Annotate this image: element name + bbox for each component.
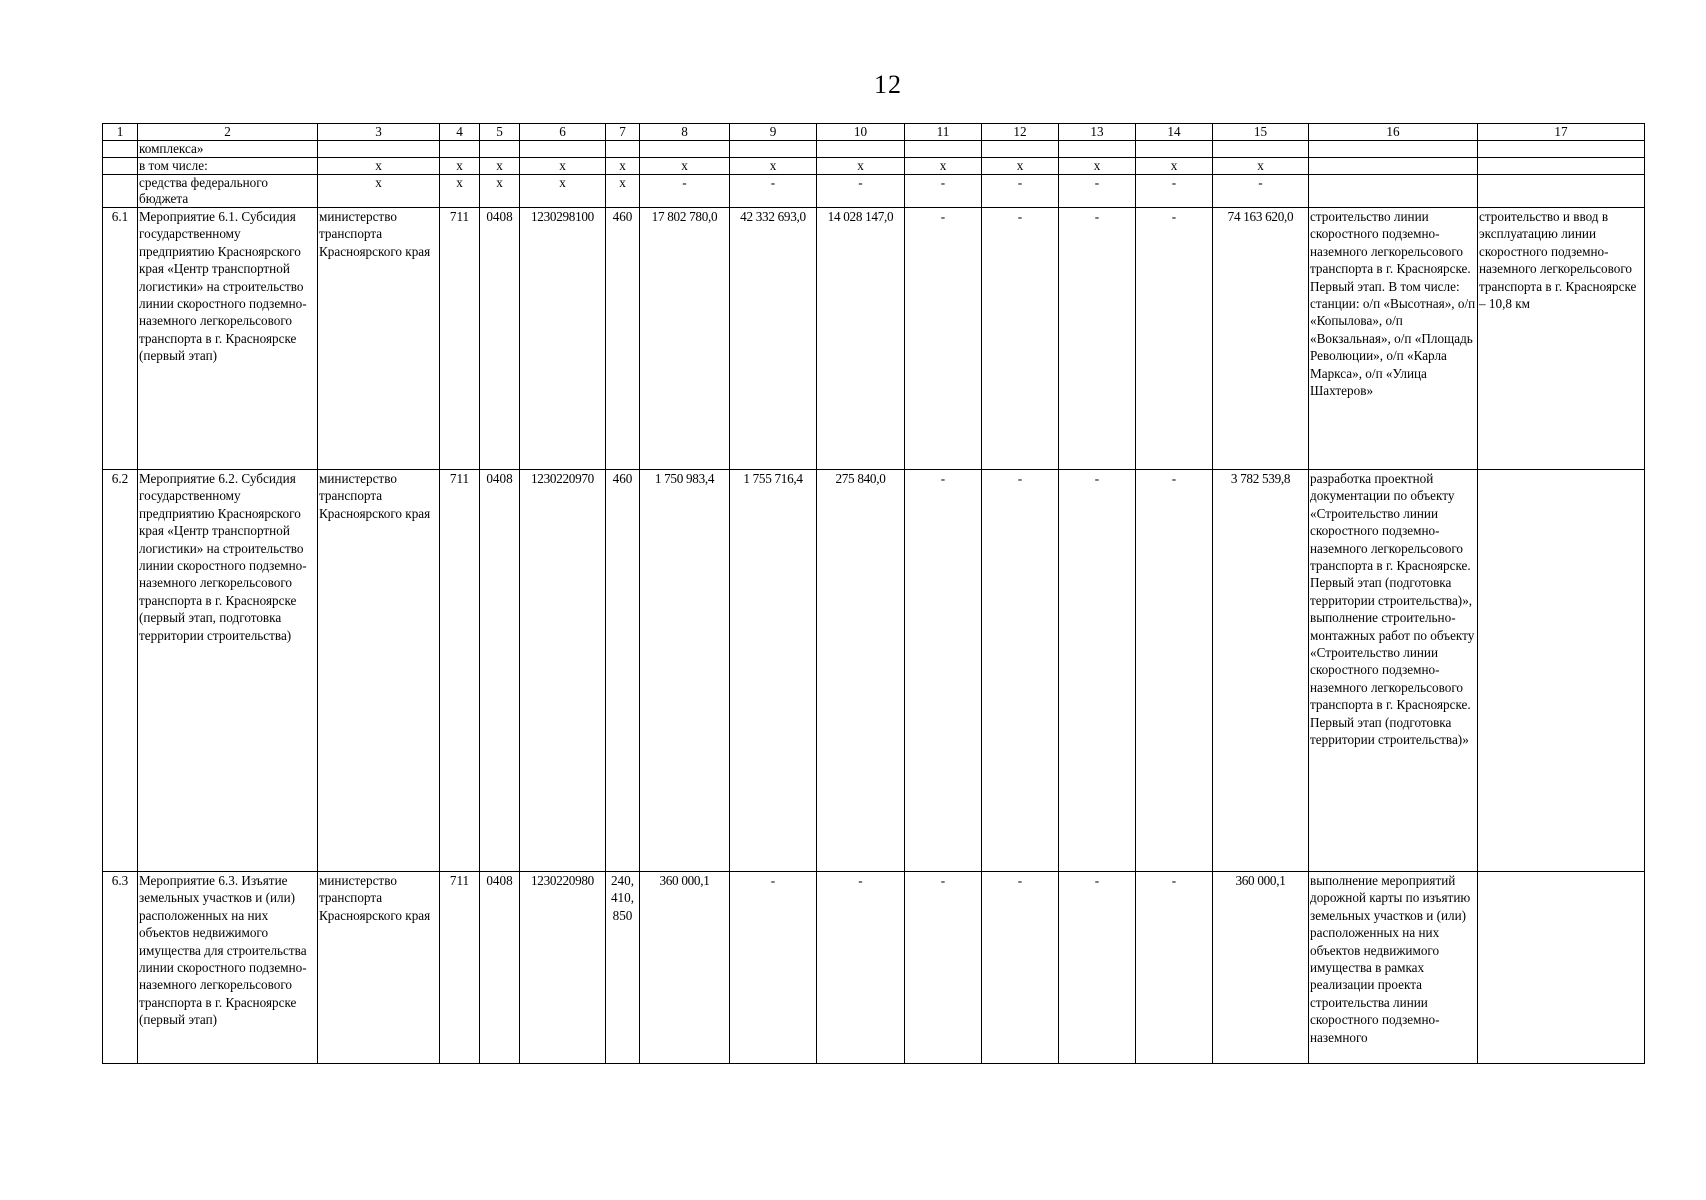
row-executor: х [318,158,440,175]
row-csr: х [520,158,606,175]
row-value-8: 1 750 983,4 [640,470,730,872]
column-number: 12 [982,124,1059,141]
row-vr [606,141,640,158]
row-value-13: - [1059,175,1136,208]
row-indicator [1478,470,1645,872]
row-value-14: - [1136,872,1213,1064]
row-name: комплекса» [138,141,318,158]
row-value-13 [1059,141,1136,158]
row-value-8: 17 802 780,0 [640,208,730,470]
column-number: 7 [606,124,640,141]
row-number: 6.2 [103,470,138,872]
row-result: строительство линии скоростного подземно-наземного легкорельсового транспорта в г. Красноярске. Первый этап. В том числе: станции: о/п «Высотная», о/п «Копылова», о/п «Вокзальная», о/п «Площадь Революции», о/п «Карла Маркса», о/п «Улица Шахтеров» [1309,208,1478,470]
row-rzpr: х [480,158,520,175]
row-grbs: 711 [440,208,480,470]
row-executor [318,141,440,158]
row-executor: министерство транспорта Красноярского края [318,470,440,872]
row-number [103,141,138,158]
row-value-15: 3 782 539,8 [1213,470,1309,872]
row-indicator [1478,141,1645,158]
row-result [1309,158,1478,175]
row-value-12: х [982,158,1059,175]
column-number: 13 [1059,124,1136,141]
row-indicator [1478,175,1645,208]
row-value-9: 42 332 693,0 [730,208,817,470]
row-value-11: - [905,208,982,470]
row-executor: министерство транспорта Красноярского края [318,872,440,1064]
column-number: 4 [440,124,480,141]
row-value-9: - [730,872,817,1064]
row-value-10: 275 840,0 [817,470,905,872]
column-number: 6 [520,124,606,141]
row-value-13: - [1059,470,1136,872]
row-value-12: - [982,208,1059,470]
column-number: 11 [905,124,982,141]
column-number: 16 [1309,124,1478,141]
column-number: 2 [138,124,318,141]
table-row [103,208,1645,470]
row-name: Мероприятие 6.1. Субсидия государственному предприятию Красноярского края «Центр транспортной логистики» на строительство линии скоростного подземно-наземного легкорельсового транспорта в г. Красноярске (первый этап) [138,208,318,470]
row-value-15: х [1213,158,1309,175]
row-indicator [1478,158,1645,175]
row-grbs: 711 [440,470,480,872]
row-value-13: х [1059,158,1136,175]
row-value-9: - [730,175,817,208]
row-value-8: 360 000,1 [640,872,730,1064]
row-value-11: х [905,158,982,175]
page-number: 12 [874,70,902,99]
column-number: 5 [480,124,520,141]
row-value-11: - [905,175,982,208]
row-number: 6.3 [103,872,138,1064]
row-value-14: - [1136,208,1213,470]
row-rzpr: 0408 [480,470,520,872]
column-number: 17 [1478,124,1645,141]
row-rzpr [480,141,520,158]
row-csr: 1230298100 [520,208,606,470]
row-value-12: - [982,470,1059,872]
row-value-8: х [640,158,730,175]
row-value-10 [817,141,905,158]
row-rzpr: 0408 [480,208,520,470]
row-value-14 [1136,141,1213,158]
row-result: выполнение мероприятий дорожной карты по изъятию земельных участков и (или) расположенных на них объектов недвижимого имущества в рамках реализации проекта строительства линии скоростного подземно-наземного [1309,872,1478,1064]
row-value-10: 14 028 147,0 [817,208,905,470]
row-value-11: - [905,470,982,872]
row-value-10: х [817,158,905,175]
row-value-12 [982,141,1059,158]
row-value-10: - [817,872,905,1064]
row-value-11: - [905,872,982,1064]
row-value-10: - [817,175,905,208]
row-csr: х [520,175,606,208]
row-name: в том числе: [138,158,318,175]
row-value-8 [640,141,730,158]
row-vr: 460 [606,470,640,872]
table-row [103,872,1645,1064]
row-number: 6.1 [103,208,138,470]
column-number-row [103,124,1645,141]
row-vr: 460 [606,208,640,470]
row-vr: 240, 410, 850 [606,872,640,1064]
row-value-15 [1213,141,1309,158]
row-value-13: - [1059,208,1136,470]
row-result [1309,141,1478,158]
row-vr: х [606,175,640,208]
row-number [103,175,138,208]
row-value-14: - [1136,175,1213,208]
row-grbs: х [440,158,480,175]
column-number: 3 [318,124,440,141]
row-indicator: строительство и ввод в эксплуатацию линии скоростного подземно-наземного легкорельсового транспорта в г. Красноярске – 10,8 км [1478,208,1645,470]
row-csr: 1230220980 [520,872,606,1064]
row-name: средства федерального бюджета [138,175,318,208]
table-row [103,158,1645,175]
row-value-12: - [982,175,1059,208]
row-executor: х [318,175,440,208]
column-number: 1 [103,124,138,141]
row-value-15: - [1213,175,1309,208]
table-row [103,175,1645,208]
column-number: 14 [1136,124,1213,141]
budget-table [102,123,1645,1064]
column-number: 15 [1213,124,1309,141]
row-value-8: - [640,175,730,208]
row-value-9 [730,141,817,158]
column-number: 10 [817,124,905,141]
row-value-13: - [1059,872,1136,1064]
row-value-14: х [1136,158,1213,175]
row-number [103,158,138,175]
row-grbs [440,141,480,158]
row-result [1309,175,1478,208]
row-value-11 [905,141,982,158]
row-indicator [1478,872,1645,1064]
row-grbs: 711 [440,872,480,1064]
row-rzpr: 0408 [480,872,520,1064]
row-value-12: - [982,872,1059,1064]
row-grbs: х [440,175,480,208]
table-row [103,141,1645,158]
row-result: разработка проектной документации по объекту «Строительство линии скоростного подземно-наземного легкорельсового транспорта в г. Красноярске. Первый этап (подготовка территории строительства)», выполнение строительно-монтажных работ по объекту «Строительство линии скоростного подземно-наземного легкорельсового транспорта в г. Красноярске. Первый этап (подготовка территории строительства)» [1309,470,1478,872]
column-number: 8 [640,124,730,141]
row-value-15: 360 000,1 [1213,872,1309,1064]
row-name: Мероприятие 6.2. Субсидия государственному предприятию Красноярского края «Центр транспортной логистики» на строительство линии скоростного подземно-наземного легкорельсового транспорта в г. Красноярске (первый этап, подготовка территории строительства) [138,470,318,872]
column-number: 9 [730,124,817,141]
row-csr: 1230220970 [520,470,606,872]
row-value-14: - [1136,470,1213,872]
row-value-15: 74 163 620,0 [1213,208,1309,470]
row-name: Мероприятие 6.3. Изъятие земельных участков и (или) расположенных на них объектов недвижимого имущества для строительства линии скоростного подземно-наземного легкорельсового транспорта в г. Красноярске (первый этап) [138,872,318,1064]
row-executor: министерство транспорта Красноярского края [318,208,440,470]
row-value-9: 1 755 716,4 [730,470,817,872]
row-value-9: х [730,158,817,175]
row-csr [520,141,606,158]
table-row [103,470,1645,872]
row-vr: х [606,158,640,175]
row-rzpr: х [480,175,520,208]
